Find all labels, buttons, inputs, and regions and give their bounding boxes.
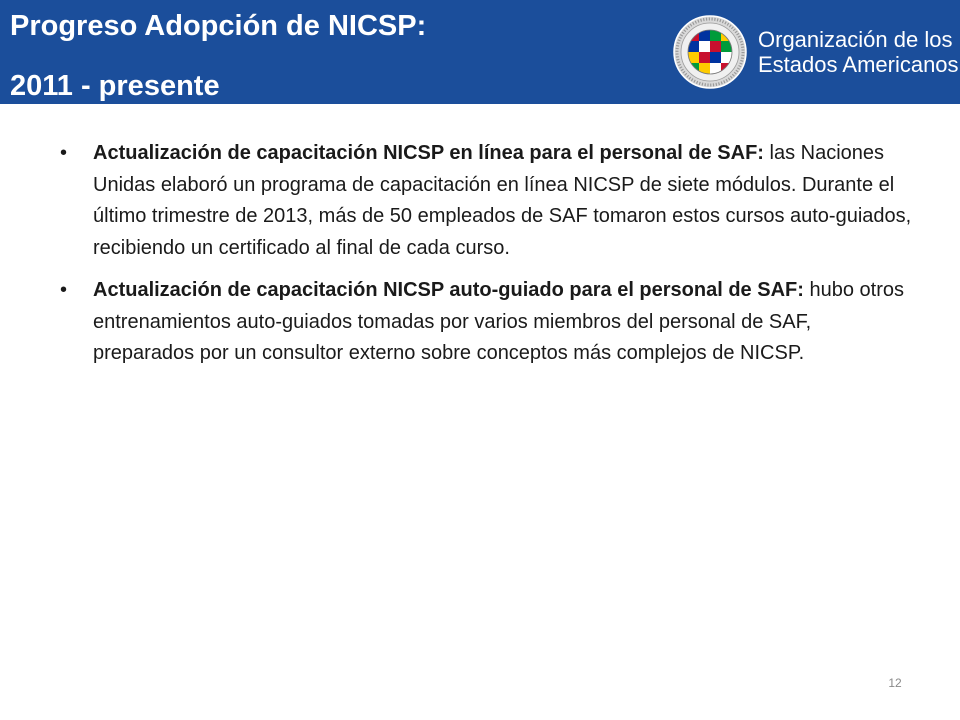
bullet-heading: Actualización de capacitación NICSP en línea para el personal de SAF: <box>93 142 764 164</box>
slide-title-line-1: Progreso Adopción de NICSP: <box>10 10 427 42</box>
bullet-heading: Actualización de capacitación NICSP auto-guiado para el personal de SAF: <box>93 279 804 301</box>
organization-name-line-2: Estados Americanos <box>758 52 959 77</box>
organization-name <box>758 27 959 77</box>
organization-name-line-1: Organización de los <box>758 27 953 52</box>
slide-title-line-2: 2011 - presente <box>10 70 220 102</box>
bullet-marker: • <box>60 279 68 301</box>
header-bar <box>0 0 960 104</box>
bullet-list <box>60 138 912 381</box>
bullet-item <box>60 275 912 370</box>
bullet-body: las Naciones Unidas elaboró un programa de capacitación en línea NICSP de siete módulos. Durante el último trimestre de 2013, más de 50 empleados de SAF tomaron estos cursos auto-guiados, recibiendo un certificado al final de cada curso. <box>93 142 912 259</box>
oas-seal-icon <box>668 14 752 90</box>
bullet-body: hubo otros entrenamientos auto-guiados tomadas por varios miembros del personal de SAF, preparados por un consultor externo sobre conceptos más complejos de NICSP. <box>93 279 904 364</box>
bullet-item <box>60 138 912 264</box>
bullet-marker: • <box>60 142 68 164</box>
page-number: 12 <box>888 676 902 690</box>
